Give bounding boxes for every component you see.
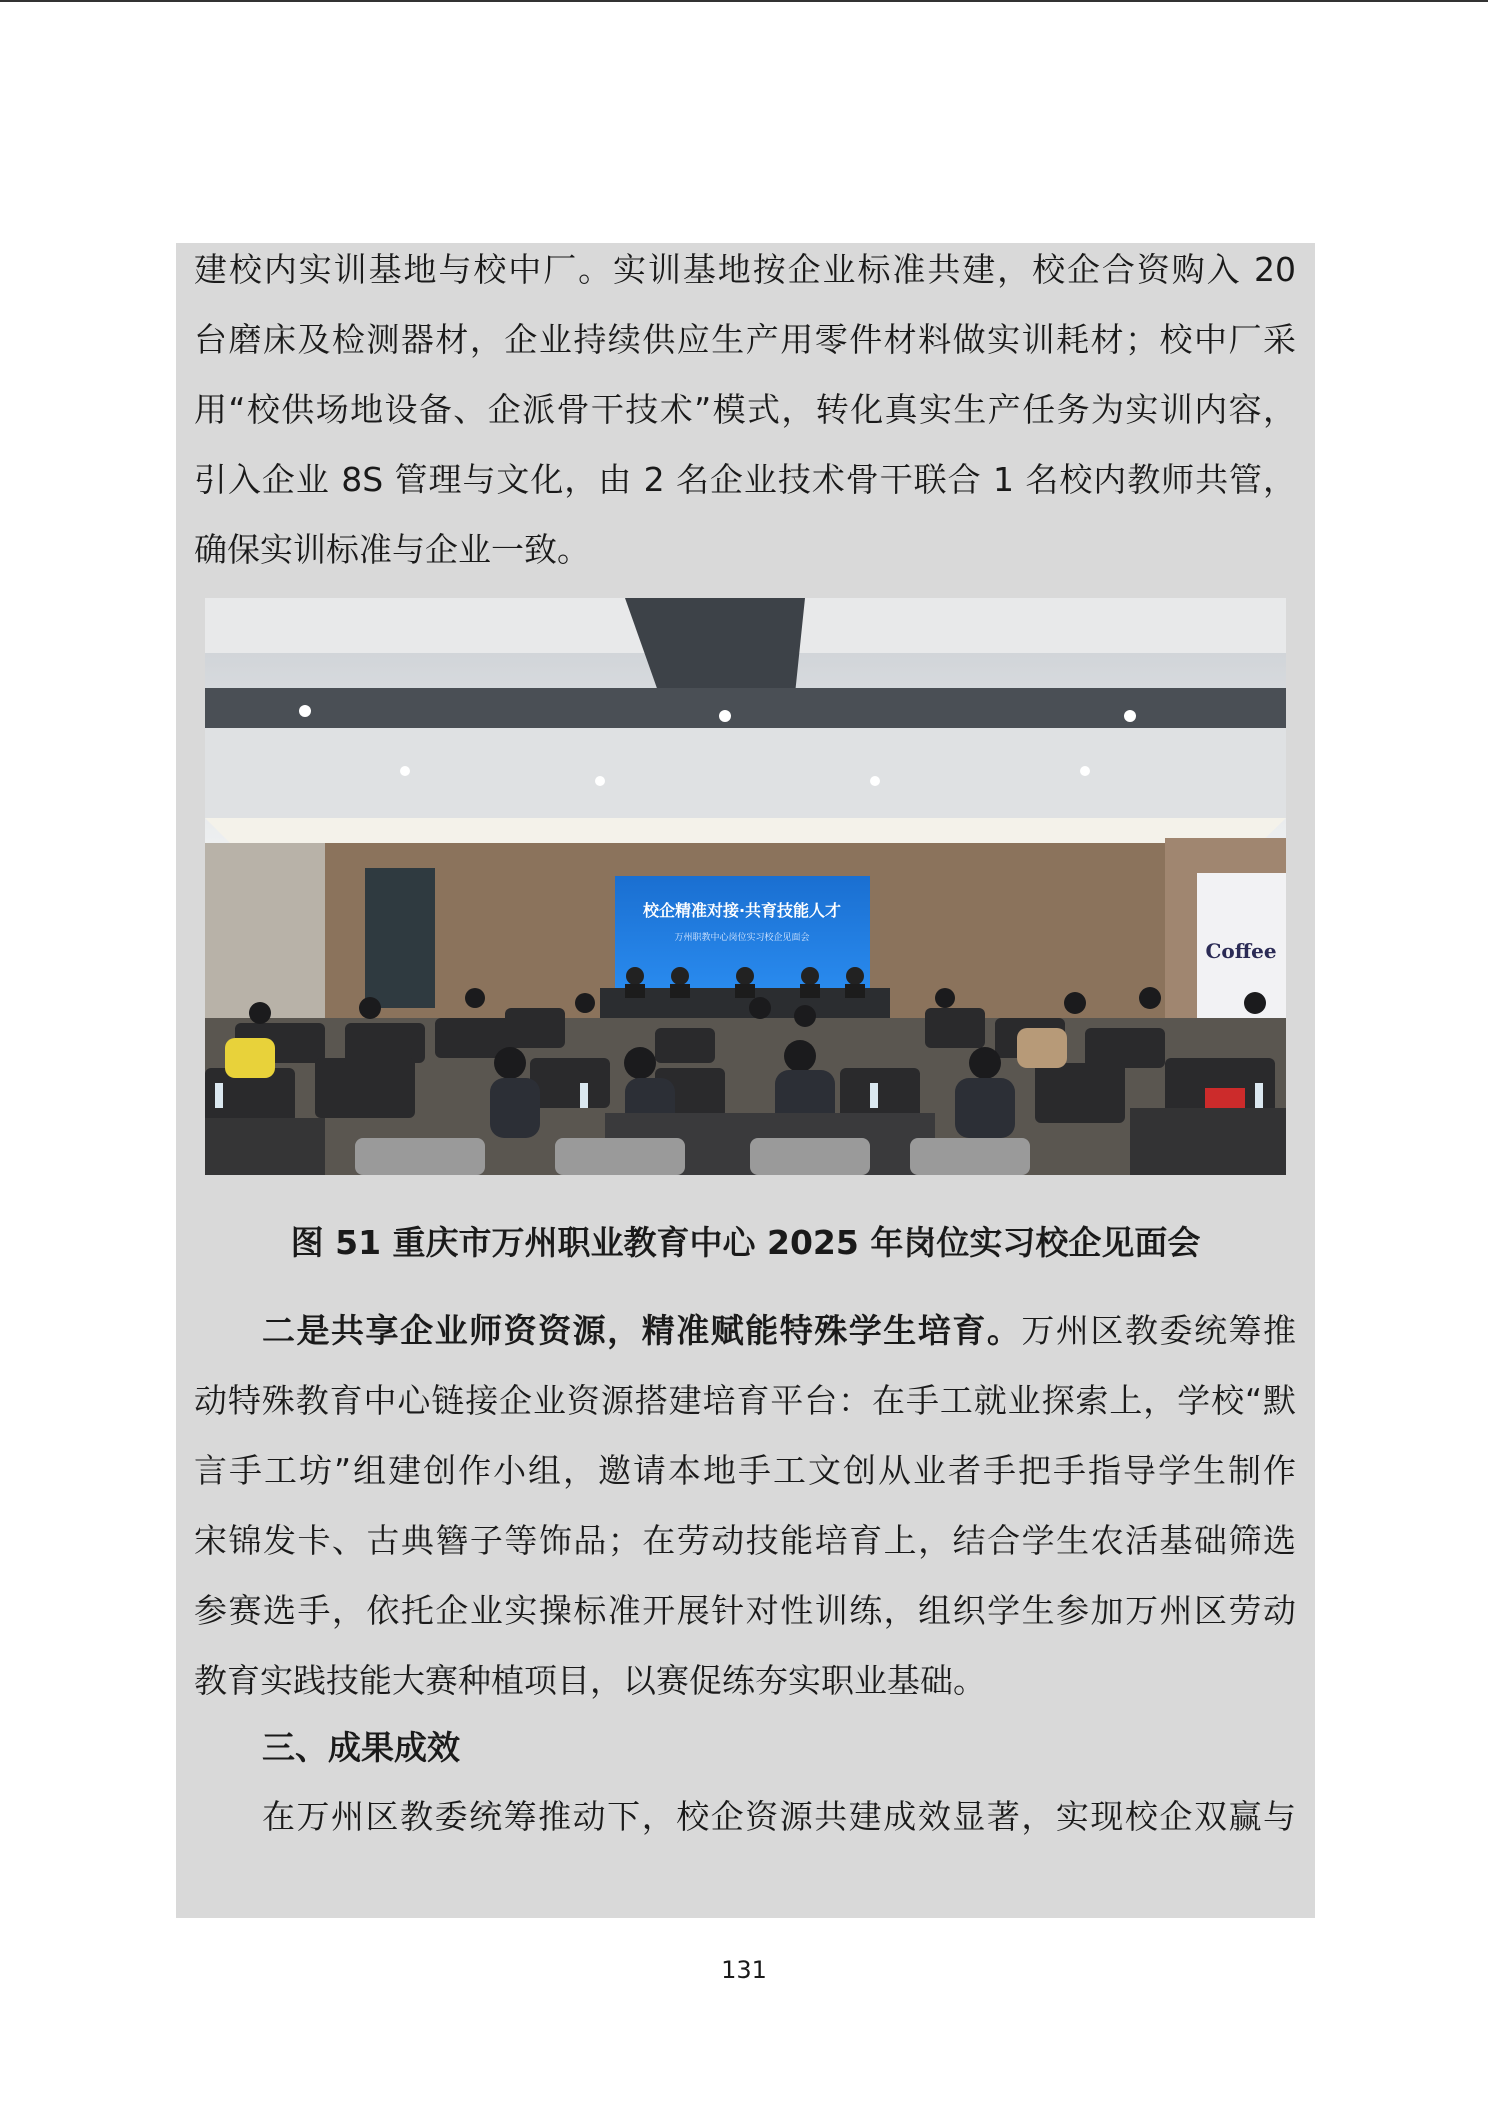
text-fragment: 万州区教委统筹推 xyxy=(1021,1311,1297,1350)
text-line: 教育实践技能大赛种植项目，以赛促练夯实职业基础。 xyxy=(194,1661,986,1700)
text-line: 宋锦发卡、古典簪子等饰品；在劳动技能培育上，结合学生农活基础筛选 xyxy=(194,1521,1296,1560)
text-line xyxy=(194,1296,1296,1366)
text-line: 言手工坊”组建创作小组，邀请本地手工文创从业者手把手指导学生制作 xyxy=(194,1451,1296,1490)
meeting-photo xyxy=(205,598,1286,1175)
lead-sentence: 二是共享企业师资资源，精准赋能特殊学生培育。 xyxy=(262,1311,1022,1350)
paragraph-shared-teachers xyxy=(194,1296,1296,1716)
figure-caption: 图 51 重庆市万州职业教育中心 2025 年岗位实习校企见面会 xyxy=(290,1223,1201,1262)
text-line: 参赛选手，依托企业实操标准开展针对性训练，组织学生参加万州区劳动 xyxy=(194,1591,1296,1630)
screen-subtitle: 万州职教中心岗位实习校企见面会 xyxy=(674,933,810,943)
text-line: 台磨床及检测器材，企业持续供应生产用零件材料做实训耗材；校中厂采 xyxy=(194,320,1296,359)
section-heading: 三、成果成效 xyxy=(262,1728,460,1767)
text-line: 在万州区教委统筹推动下，校企资源共建成效显著，实现校企双赢与 xyxy=(262,1797,1296,1836)
text-line: 建校内实训基地与校中厂。实训基地按企业标准共建，校企合资购入 20 xyxy=(194,250,1296,289)
screen-title: 校企精准对接·共育技能人才 xyxy=(642,901,842,920)
top-border xyxy=(0,0,1488,2)
page-number: 131 xyxy=(721,1956,767,1984)
text-line: 确保实训标准与企业一致。 xyxy=(194,530,590,569)
text-line: 引入企业 8S 管理与文化，由 2 名企业技术骨干联合 1 名校内教师共管， xyxy=(194,460,1296,499)
text-line: 动特殊教育中心链接企业资源搭建培育平台：在手工就业探索上，学校“默 xyxy=(194,1381,1296,1420)
banner-text: Coffee xyxy=(1205,939,1277,963)
text-line: 用“校供场地设备、企派骨干技术”模式，转化真实生产任务为实训内容， xyxy=(194,390,1296,429)
paragraph-results xyxy=(194,1782,1296,1852)
paragraph-training-base xyxy=(194,235,1296,585)
